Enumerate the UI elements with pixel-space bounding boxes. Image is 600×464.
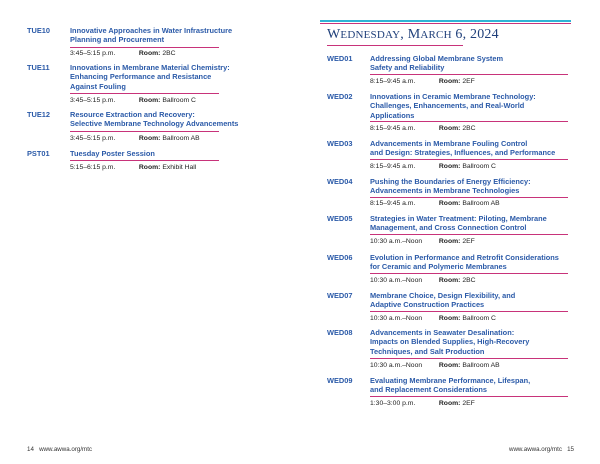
session-time: 8:15–9:45 a.m.	[370, 78, 416, 85]
session-meta	[370, 200, 500, 208]
session-meta	[370, 362, 500, 370]
room-label: Room:	[438, 315, 461, 322]
page-footer-right	[509, 446, 574, 453]
session-code: PST01	[27, 149, 50, 158]
room-label: Room:	[438, 125, 461, 132]
session-room: Ballroom AB	[162, 135, 200, 142]
session-divider	[70, 131, 219, 132]
session-meta	[370, 400, 475, 408]
session-meta	[370, 125, 476, 133]
session-divider	[370, 358, 568, 359]
session-time: 10:30 a.m.–Noon	[370, 315, 423, 322]
room-label: Room:	[438, 277, 461, 284]
session-title: Strategies in Water Treatment: Piloting, Membrane Management, and Cross Connection Control	[370, 214, 547, 233]
room-label: Room:	[438, 400, 461, 407]
session-room: 2BC	[462, 277, 476, 284]
room-label: Room:	[138, 97, 161, 104]
session-divider	[370, 396, 568, 397]
session-time: 10:30 a.m.–Noon	[370, 238, 423, 245]
session-meta	[370, 238, 475, 246]
session-title: Advancements in Membrane Fouling Control and Design: Strategies, Influences, and Performance	[370, 139, 556, 158]
session-room: 2EF	[462, 400, 475, 407]
session-divider	[370, 273, 568, 274]
page-number: 14	[27, 446, 34, 453]
session-title: Innovations in Ceramic Membrane Technology: Challenges, Enhancements, and Real-World Applications	[370, 92, 536, 120]
room-label: Room:	[438, 78, 461, 85]
room-label: Room:	[438, 238, 461, 245]
session-title: Pushing the Boundaries of Energy Efficiency: Advancements in Membrane Technologies	[370, 177, 531, 196]
session-title: Resource Extraction and Recovery: Selective Membrane Technology Advancements	[70, 110, 239, 129]
session-divider	[370, 311, 568, 312]
session-code: TUE12	[27, 110, 51, 119]
session-code: WED05	[327, 214, 353, 223]
session-code: WED06	[327, 253, 353, 262]
session-time: 3:45–5:15 p.m.	[70, 135, 116, 142]
session-room: Ballroom AB	[462, 362, 500, 369]
session-time: 8:15–9:45 a.m.	[370, 200, 416, 207]
footer-url[interactable]: www.awwa.org/mtc	[508, 446, 562, 453]
session-code: WED02	[327, 92, 353, 101]
session-code: WED01	[327, 54, 353, 63]
heading-underline	[327, 45, 463, 46]
session-room: Ballroom C	[162, 97, 196, 104]
session-code: WED04	[327, 177, 353, 186]
session-meta	[370, 163, 496, 171]
session-title: Tuesday Poster Session	[70, 149, 155, 158]
session-code: WED09	[327, 376, 353, 385]
session-meta	[370, 78, 475, 86]
room-label: Room:	[138, 164, 161, 171]
session-meta	[370, 315, 496, 323]
session-code: WED03	[327, 139, 353, 148]
session-room: Exhibit Hall	[162, 164, 197, 171]
session-meta	[70, 164, 196, 172]
session-room: 2EF	[462, 78, 475, 85]
day-heading: WEDNESDAY, MARCH 6, 2024	[327, 27, 499, 42]
right-page	[300, 0, 600, 464]
session-time: 10:30 a.m.–Noon	[370, 277, 423, 284]
room-label: Room:	[438, 200, 461, 207]
session-divider	[370, 197, 568, 198]
session-room: Ballroom C	[462, 315, 496, 322]
session-title: Evaluating Membrane Performance, Lifespan, and Replacement Considerations	[370, 376, 531, 395]
session-code: WED07	[327, 291, 353, 300]
session-divider	[370, 234, 568, 235]
session-divider	[70, 160, 219, 161]
session-time: 5:15–6:15 p.m.	[70, 164, 116, 171]
session-time: 8:15–9:45 a.m.	[370, 125, 416, 132]
session-room: 2EF	[462, 238, 475, 245]
session-divider	[70, 93, 219, 94]
footer-url[interactable]: www.awwa.org/mtc	[39, 446, 93, 453]
session-divider	[370, 74, 568, 75]
session-divider	[370, 159, 568, 160]
session-room: Ballroom C	[462, 163, 496, 170]
session-meta	[370, 277, 476, 285]
session-room: Ballroom AB	[462, 200, 500, 207]
session-meta	[70, 50, 176, 58]
session-room: 2BC	[162, 50, 176, 57]
session-time: 3:45–5:15 p.m.	[70, 50, 116, 57]
session-title: Addressing Global Membrane System Safety and Reliability	[370, 54, 504, 73]
session-time: 8:15–9:45 a.m.	[370, 163, 416, 170]
session-meta	[70, 135, 200, 143]
session-divider	[370, 121, 568, 122]
room-label: Room:	[438, 362, 461, 369]
session-time: 1:30–3:00 p.m.	[370, 400, 416, 407]
header-accent-bar	[320, 20, 571, 22]
session-divider	[70, 47, 219, 48]
room-label: Room:	[138, 50, 161, 57]
room-label: Room:	[438, 163, 461, 170]
session-title: Innovations in Membrane Material Chemistry: Enhancing Performance and Resistance Against Fouling	[70, 63, 230, 91]
page-footer-left	[27, 446, 92, 453]
session-code: WED08	[327, 328, 353, 337]
session-title: Innovative Approaches in Water Infrastructure Planning and Procurement	[70, 26, 233, 45]
room-label: Room:	[138, 135, 161, 142]
session-room: 2BC	[462, 125, 476, 132]
session-time: 10:30 a.m.–Noon	[370, 362, 423, 369]
session-title: Advancements in Seawater Desalination: Impacts on Blended Supplies, High-Recovery Techniques, and Salt Production	[370, 328, 530, 356]
session-title: Membrane Choice, Design Flexibility, and Adaptive Construction Practices	[370, 291, 516, 310]
session-code: TUE10	[27, 26, 51, 35]
header-accent-line	[320, 23, 571, 24]
session-meta	[70, 97, 196, 105]
session-time: 3:45–5:15 p.m.	[70, 97, 116, 104]
session-code: TUE11	[27, 63, 50, 72]
page-number: 15	[567, 446, 574, 453]
session-title: Evolution in Performance and Retrofit Considerations for Ceramic and Polymeric Membranes	[370, 253, 559, 272]
